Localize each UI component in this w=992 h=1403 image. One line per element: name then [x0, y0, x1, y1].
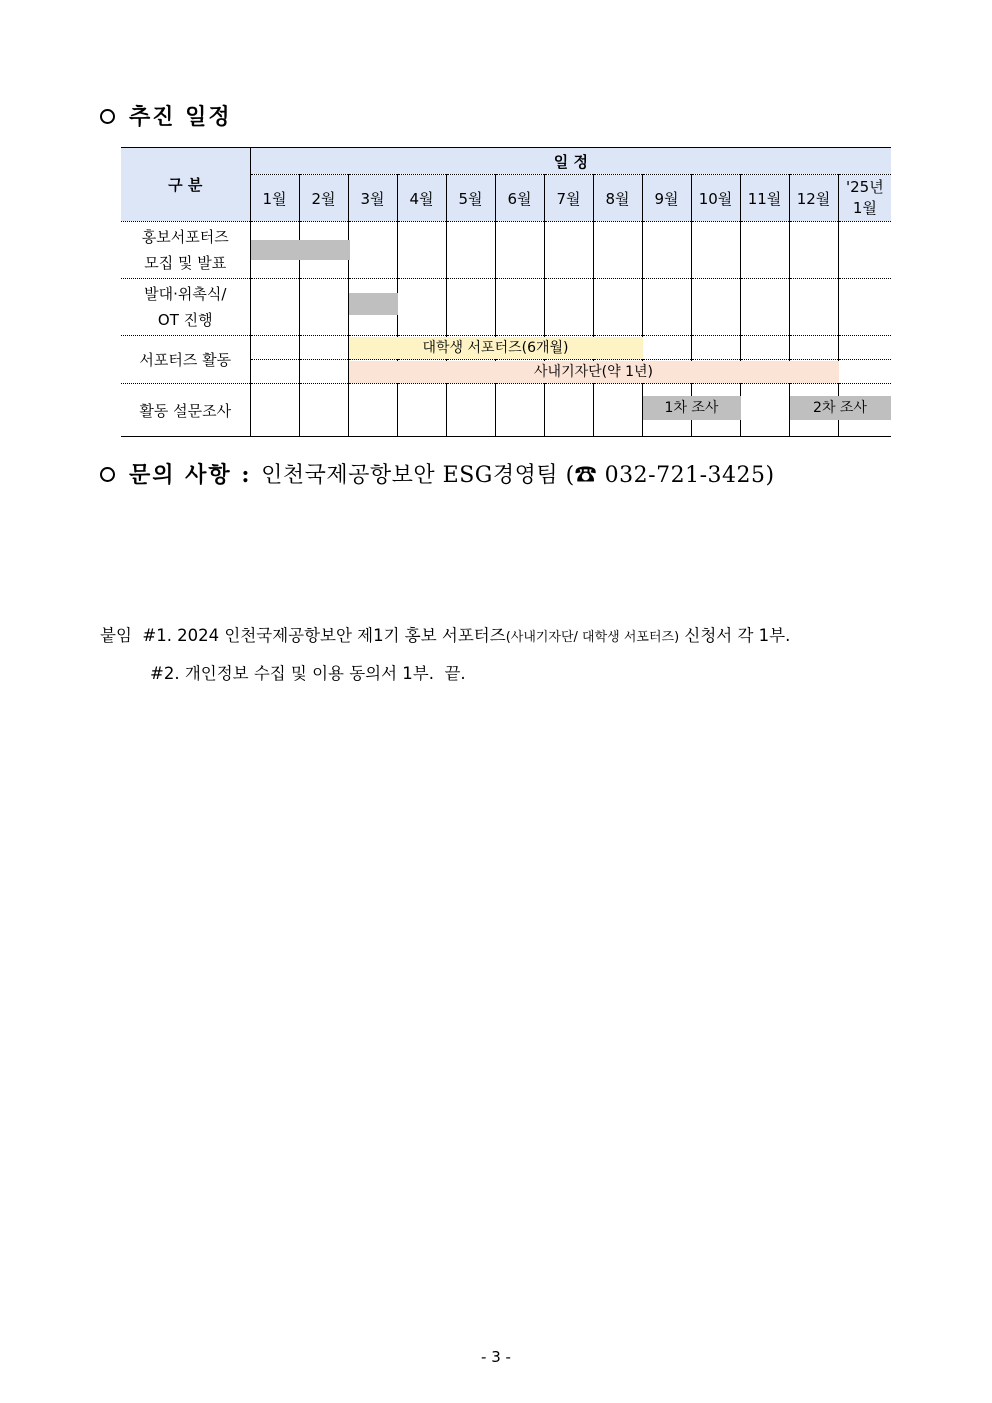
cell [642, 279, 691, 336]
cell [348, 222, 397, 279]
cell [740, 360, 789, 384]
month-header: 10월 [691, 175, 740, 222]
cell [446, 384, 495, 437]
in-house-reporters-bar: 사내기자단(약 1년) [349, 361, 839, 383]
month-header: 12월 [789, 175, 838, 222]
cell [544, 384, 593, 437]
month-header: 6월 [495, 175, 544, 222]
cell [642, 336, 691, 360]
month-header-next-year: '25년 1월 [838, 175, 891, 222]
cell [348, 384, 397, 437]
cell [250, 360, 299, 384]
cell [691, 222, 740, 279]
cell [446, 336, 495, 360]
cell [642, 222, 691, 279]
cell [299, 384, 348, 437]
cell [544, 360, 593, 384]
schedule-header: 일 정 [250, 148, 891, 175]
row-label-recruit: 홍보서포터즈 모집 및 발표 [121, 222, 250, 279]
cell [691, 360, 740, 384]
cell [642, 384, 719, 437]
cell [838, 279, 891, 336]
cell [789, 336, 838, 360]
cell [446, 222, 495, 279]
cell [593, 222, 642, 279]
cell [789, 384, 867, 437]
cell [446, 360, 495, 384]
cell [397, 279, 446, 336]
cell [250, 336, 299, 360]
cell [642, 360, 691, 384]
month-header: 8월 [593, 175, 642, 222]
cell [495, 222, 544, 279]
student-supporters-bar: 대학생 서포터즈(6개월) [349, 337, 643, 359]
cell [250, 384, 299, 437]
cell [544, 279, 593, 336]
circle-bullet-icon [100, 467, 115, 482]
cell [838, 336, 891, 360]
first-survey-bar: 1차 조사 [643, 396, 741, 420]
cell [299, 279, 348, 336]
cell [446, 279, 495, 336]
circle-bullet-icon [100, 109, 115, 124]
schedule-title-text: 추진 일정 [129, 104, 232, 130]
cell [691, 336, 740, 360]
cell [740, 279, 789, 336]
contact-title: 문의 사항 : [129, 462, 252, 488]
cell [299, 336, 348, 360]
cell [348, 336, 569, 360]
cell [838, 360, 891, 384]
cell [789, 360, 838, 384]
cell [397, 222, 446, 279]
cell [397, 336, 446, 360]
page-number: - 3 - [481, 1348, 511, 1366]
cell [593, 336, 642, 360]
cell [299, 360, 348, 384]
attachment-line-2: #2. 개인정보 수집 및 이용 동의서 1부. 끝. [150, 664, 466, 683]
cell [397, 384, 446, 437]
attachment-line-1: 붙임 #1. 2024 인천국제공항보안 제1기 홍보 서포터즈(사내기자단/ 대학생 서포터즈) 신청서 각 1부. [100, 626, 791, 645]
schedule-section-title [100, 100, 232, 131]
row-label-survey: 활동 설문조사 [121, 384, 250, 437]
schedule-table [121, 147, 891, 437]
cell [593, 279, 642, 336]
row-label-activity: 서포터즈 활동 [121, 336, 250, 384]
cell [250, 222, 299, 279]
cell [544, 222, 593, 279]
cell [740, 222, 789, 279]
month-header: 2월 [299, 175, 348, 222]
month-header: 9월 [642, 175, 691, 222]
cell [593, 384, 642, 437]
cell [789, 279, 838, 336]
cell [740, 336, 789, 360]
contact-section [100, 458, 775, 489]
month-header: 3월 [348, 175, 397, 222]
cell [691, 279, 740, 336]
cell [397, 360, 446, 384]
cell [495, 279, 544, 336]
cell [299, 222, 348, 279]
cell [348, 360, 653, 384]
cell [495, 336, 544, 360]
cell [593, 360, 642, 384]
month-header: 7월 [544, 175, 593, 222]
cell [544, 336, 593, 360]
cell [740, 384, 789, 437]
cell [495, 360, 544, 384]
month-header: 4월 [397, 175, 446, 222]
cell [691, 384, 740, 437]
month-header: 11월 [740, 175, 789, 222]
category-header: 구 분 [121, 148, 250, 222]
month-header: 5월 [446, 175, 495, 222]
contact-text: 인천국제공항보안 ESG경영팀 (☎ 032-721-3425) [261, 463, 775, 488]
cell [348, 279, 397, 336]
cell [789, 222, 838, 279]
cell [838, 384, 891, 437]
launch-period-bar [349, 293, 398, 315]
month-header: 1월 [250, 175, 299, 222]
row-label-launch: 발대·위촉식/ OT 진행 [121, 279, 250, 336]
cell [838, 222, 891, 279]
cell [250, 279, 299, 336]
second-survey-bar: 2차 조사 [790, 396, 891, 420]
cell [495, 384, 544, 437]
